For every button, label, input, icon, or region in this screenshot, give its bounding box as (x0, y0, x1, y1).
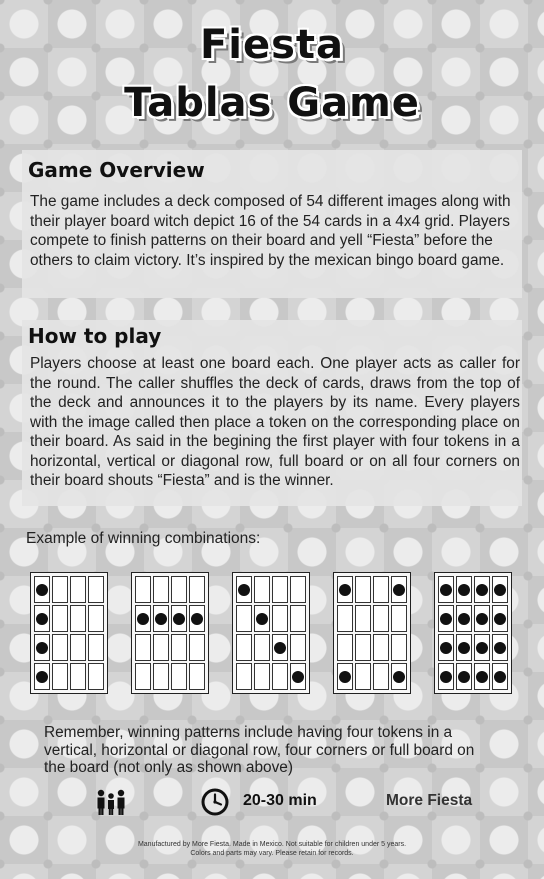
board-cell-token (474, 663, 490, 690)
board-cell-token (254, 605, 270, 632)
game-title-line-2: Tablas Game (124, 80, 420, 126)
board-cell-token (337, 663, 353, 690)
how-to-play-text: Players choose at least one board each. One player acts as caller for the round. The caller shuffles the deck of cards, draws from the top of the deck and announces it to the players by its name. Every players with the image called then place a token on the corresponding place on their board. As said in the begining the first player with four tokens in a horizontal, vertical or diagonal row, full board or on all four corners on their board shouts “Fiesta” and is the winner. (30, 355, 520, 489)
board-cell (254, 634, 270, 661)
remember-note: Remember, winning patterns include having four tokens in a vertical, horizontal or diagonal row, four corners or full board on the board (not only as shown above) (44, 724, 475, 776)
board-cell (189, 576, 205, 603)
board-cell-token (492, 576, 508, 603)
board-cell (373, 663, 389, 690)
board-cell-token (456, 663, 472, 690)
board-cell (171, 576, 187, 603)
board-cell (290, 576, 306, 603)
board-cell (135, 634, 151, 661)
board-cell (272, 576, 288, 603)
board-cell (135, 663, 151, 690)
clock-icon (200, 787, 230, 822)
board-cell (373, 576, 389, 603)
board-cell (171, 663, 187, 690)
board-cell (70, 663, 86, 690)
brand-name: More Fiesta (386, 792, 473, 809)
board-cell-token (438, 576, 454, 603)
board-cell (236, 605, 252, 632)
board-cell-token (391, 576, 407, 603)
overview-heading: Game Overview (28, 158, 205, 182)
board-cell-token (337, 576, 353, 603)
board-cell (272, 605, 288, 632)
board-diagonal-example (232, 572, 310, 694)
board-cell-token (456, 576, 472, 603)
examples-label: Example of winning combinations: (26, 530, 261, 547)
board-cell (52, 576, 68, 603)
board-horizontal-example (131, 572, 209, 694)
board-cell-token (236, 576, 252, 603)
board-cell (254, 576, 270, 603)
board-cell (272, 663, 288, 690)
board-cell (290, 634, 306, 661)
board-cell-token (438, 663, 454, 690)
board-vertical-example (30, 572, 108, 694)
board-cell (88, 576, 104, 603)
board-cell-token (272, 634, 288, 661)
board-cell (153, 634, 169, 661)
board-cell (391, 605, 407, 632)
board-cell (52, 663, 68, 690)
board-cell-token (171, 605, 187, 632)
board-cell (70, 576, 86, 603)
board-cell-token (153, 605, 169, 632)
play-duration: 20-30 min (243, 792, 317, 809)
board-cell-token (474, 605, 490, 632)
board-cell-token (135, 605, 151, 632)
manufacturer-note: Manufactured by More Fiesta. Made in Mexico. Not suitable for children under 5 years. (137, 841, 407, 848)
board-cell (373, 634, 389, 661)
board-cell-token (34, 634, 50, 661)
board-cell-token (474, 576, 490, 603)
board-cell-token (290, 663, 306, 690)
board-cell-token (456, 605, 472, 632)
board-cell (337, 605, 353, 632)
people-icon (96, 787, 126, 822)
board-cell (52, 605, 68, 632)
board-cell (70, 605, 86, 632)
board-cell (337, 634, 353, 661)
board-cell (189, 663, 205, 690)
board-cell-token (492, 663, 508, 690)
board-cell-token (492, 634, 508, 661)
board-cell (355, 663, 371, 690)
board-cell (70, 634, 86, 661)
board-cell (52, 634, 68, 661)
board-cell-token (438, 605, 454, 632)
board-cell-token (474, 634, 490, 661)
board-cell (135, 576, 151, 603)
board-cell (355, 576, 371, 603)
how-to-play-heading: How to play (28, 324, 162, 348)
board-cell-token (34, 663, 50, 690)
board-cell (355, 605, 371, 632)
board-cell (391, 634, 407, 661)
board-cell-token (391, 663, 407, 690)
board-corners-example (333, 572, 411, 694)
board-cell-token (456, 634, 472, 661)
board-cell (290, 605, 306, 632)
board-cell (236, 634, 252, 661)
board-cell (88, 663, 104, 690)
board-cell (171, 634, 187, 661)
board-cell (236, 663, 252, 690)
board-full-example (434, 572, 512, 694)
board-cell-token (438, 634, 454, 661)
board-cell (153, 663, 169, 690)
overview-text: The game includes a deck composed of 54 different images along with their player board witch depict 16 of the 54 cards in a 4x4 grid. Players compete to finish patterns on their board and yell “Fiesta” before the others to claim victory. It’s inspired by the mexican bingo board game. (30, 193, 511, 269)
board-cell (355, 634, 371, 661)
board-cell-token (189, 605, 205, 632)
board-cell-token (492, 605, 508, 632)
board-cell-token (34, 605, 50, 632)
board-cell (88, 634, 104, 661)
board-cell (189, 634, 205, 661)
board-cell-token (34, 576, 50, 603)
board-cell (373, 605, 389, 632)
board-cell (254, 663, 270, 690)
board-cell (153, 576, 169, 603)
retention-note: Colors and parts may vary. Please retain for records. (190, 850, 354, 857)
board-cell (88, 605, 104, 632)
game-title-line-1: Fiesta (199, 22, 345, 68)
